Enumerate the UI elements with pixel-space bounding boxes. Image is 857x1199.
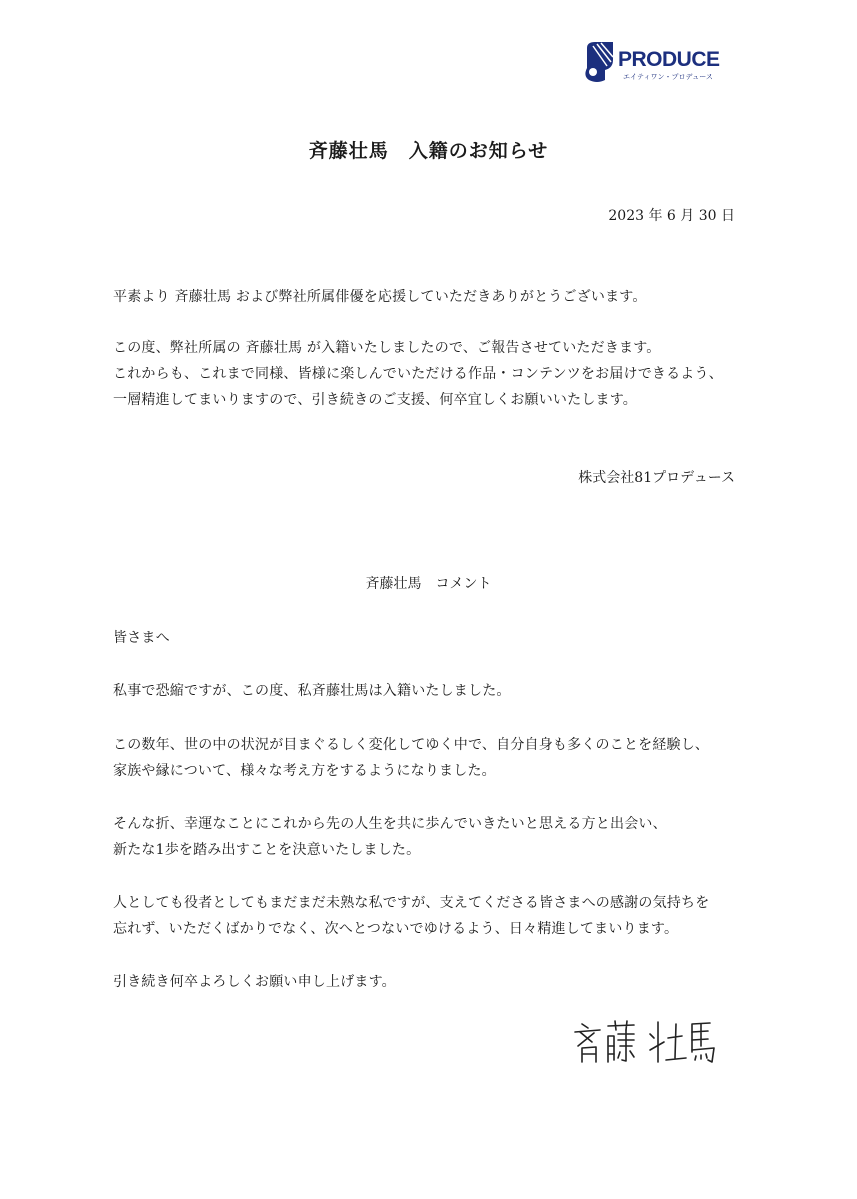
comment-greeting: 皆さまへ [113,630,170,646]
comment-line-5: 新たな1歩を踏み出すことを決意いたしました。 [113,842,421,858]
handwritten-signature [570,1016,720,1066]
document-date: 2023 年 6 月 30 日 [608,208,735,224]
comment-line-8: 引き続き何卒よろしくお願い申し上げます。 [113,974,396,990]
comment-line-6: 人としても役者としてもまだまだ未熟な私ですが、支えてくださる皆さまへの感謝の気持ちを [113,895,710,911]
company-logo [583,40,737,86]
notice-paragraph-2-line-3: 一層精進してまいりますので、引き続きのご支援、何卒宜しくお願いいたします。 [113,392,637,408]
notice-paragraph-2-line-2: これからも、これまで同様、皆様に楽しんでいただける作品・コンテンツをお届けできるよう、 [113,366,723,382]
comment-line-3: 家族や縁について、様々な考え方をするようになりました。 [113,763,496,779]
comment-heading: 斉藤壮馬 コメント [365,576,492,592]
logo-brand-text: PRODUCE [618,48,720,71]
notice-paragraph-2-line-1: この度、弊社所属の 斉藤壮馬 が入籍いたしましたので、ご報告させていただきます。 [113,340,661,356]
comment-line-4: そんな折、幸運なことにこれから先の人生を共に歩んでいきたいと思える方と出会い、 [113,816,667,832]
logo-sub-text: エイティワン・プロデュース [623,73,713,81]
company-name: 株式会社81プロデュース [578,470,735,486]
logo-mark-icon [583,40,619,84]
comment-line-1: 私事で恐縮ですが、この度、私斉藤壮馬は入籍いたしました。 [113,683,511,699]
document-title: 斉藤壮馬 入籍のお知らせ [308,140,549,162]
comment-line-7: 忘れず、いただくばかりでなく、次へとつないでゆけるよう、日々精進してまいります。 [113,921,679,937]
notice-paragraph-1: 平素より 斉藤壮馬 および弊社所属俳優を応援していただきありがとうございます。 [113,289,647,305]
comment-line-2: この数年、世の中の状況が目まぐるしく変化してゆく中で、自分自身も多くのことを経験し、 [113,737,710,753]
